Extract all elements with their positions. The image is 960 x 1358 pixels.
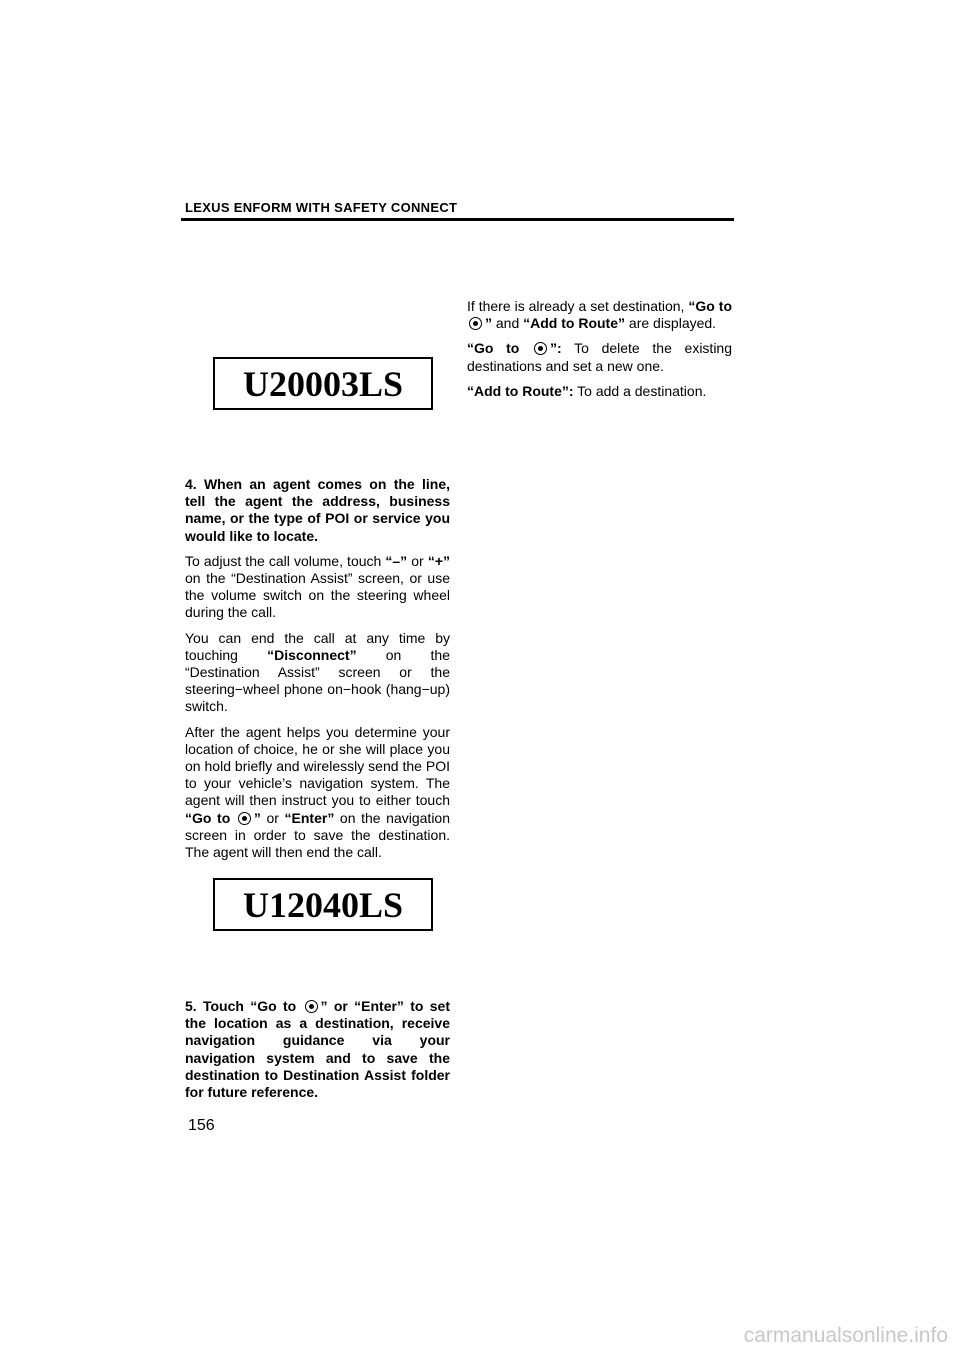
agent-paragraph: After the agent helps you determine your location of choice, he or she will place you on hold briefly and wirelessly send the POI to your vehicle’s navigation system. The agent will then instruct you to either touch “Go to ” or “Enter” on the navigation screen in order to save the destination. The agent will then end the call. <box>185 723 451 861</box>
destination-target-icon <box>534 342 547 355</box>
intro-paragraph: If there is already a set destination, “Go to ” and “Add to Route” are displayed. <box>467 298 733 332</box>
destination-target-icon <box>238 812 251 825</box>
page-number: 156 <box>188 1117 215 1134</box>
add-to-route-definition: “Add to Route”: To add a destination. <box>467 382 707 399</box>
left-column-top <box>185 476 450 869</box>
left-column-bottom <box>185 998 450 1109</box>
destination-target-icon <box>305 1000 318 1013</box>
volume-paragraph: To adjust the call volume, touch “–” or “+” on the “Destination Assist” screen, or use the volume switch on the steering wheel during the call. <box>185 552 450 621</box>
figure-placeholder-2: U12040LS <box>213 878 433 931</box>
right-column <box>467 298 732 408</box>
step-4-heading: 4. When an agent comes on the line, tell the agent the address, business name, or the type of POI or service you would like to locate. <box>185 476 450 544</box>
figure-placeholder-1: U20003LS <box>213 357 433 410</box>
section-header: LEXUS ENFORM WITH SAFETY CONNECT <box>185 200 458 215</box>
header-rule <box>181 218 734 221</box>
watermark: carmanualsonline.info <box>743 1324 948 1347</box>
destination-target-icon <box>469 317 482 330</box>
goto-definition: “Go to ”: To delete the existing destinations and set a new one. <box>467 340 733 374</box>
end-call-paragraph: You can end the call at any time by touching “Disconnect” on the “Destination Assist” screen or the steering−wheel phone on−hook (hang−up) switch. <box>185 629 450 715</box>
step-5-heading: 5. Touch “Go to ” or “Enter” to set the location as a destination, receive navigation guidance via your navigation system and to save the destination to Destination Assist folder for future reference. <box>185 998 451 1101</box>
